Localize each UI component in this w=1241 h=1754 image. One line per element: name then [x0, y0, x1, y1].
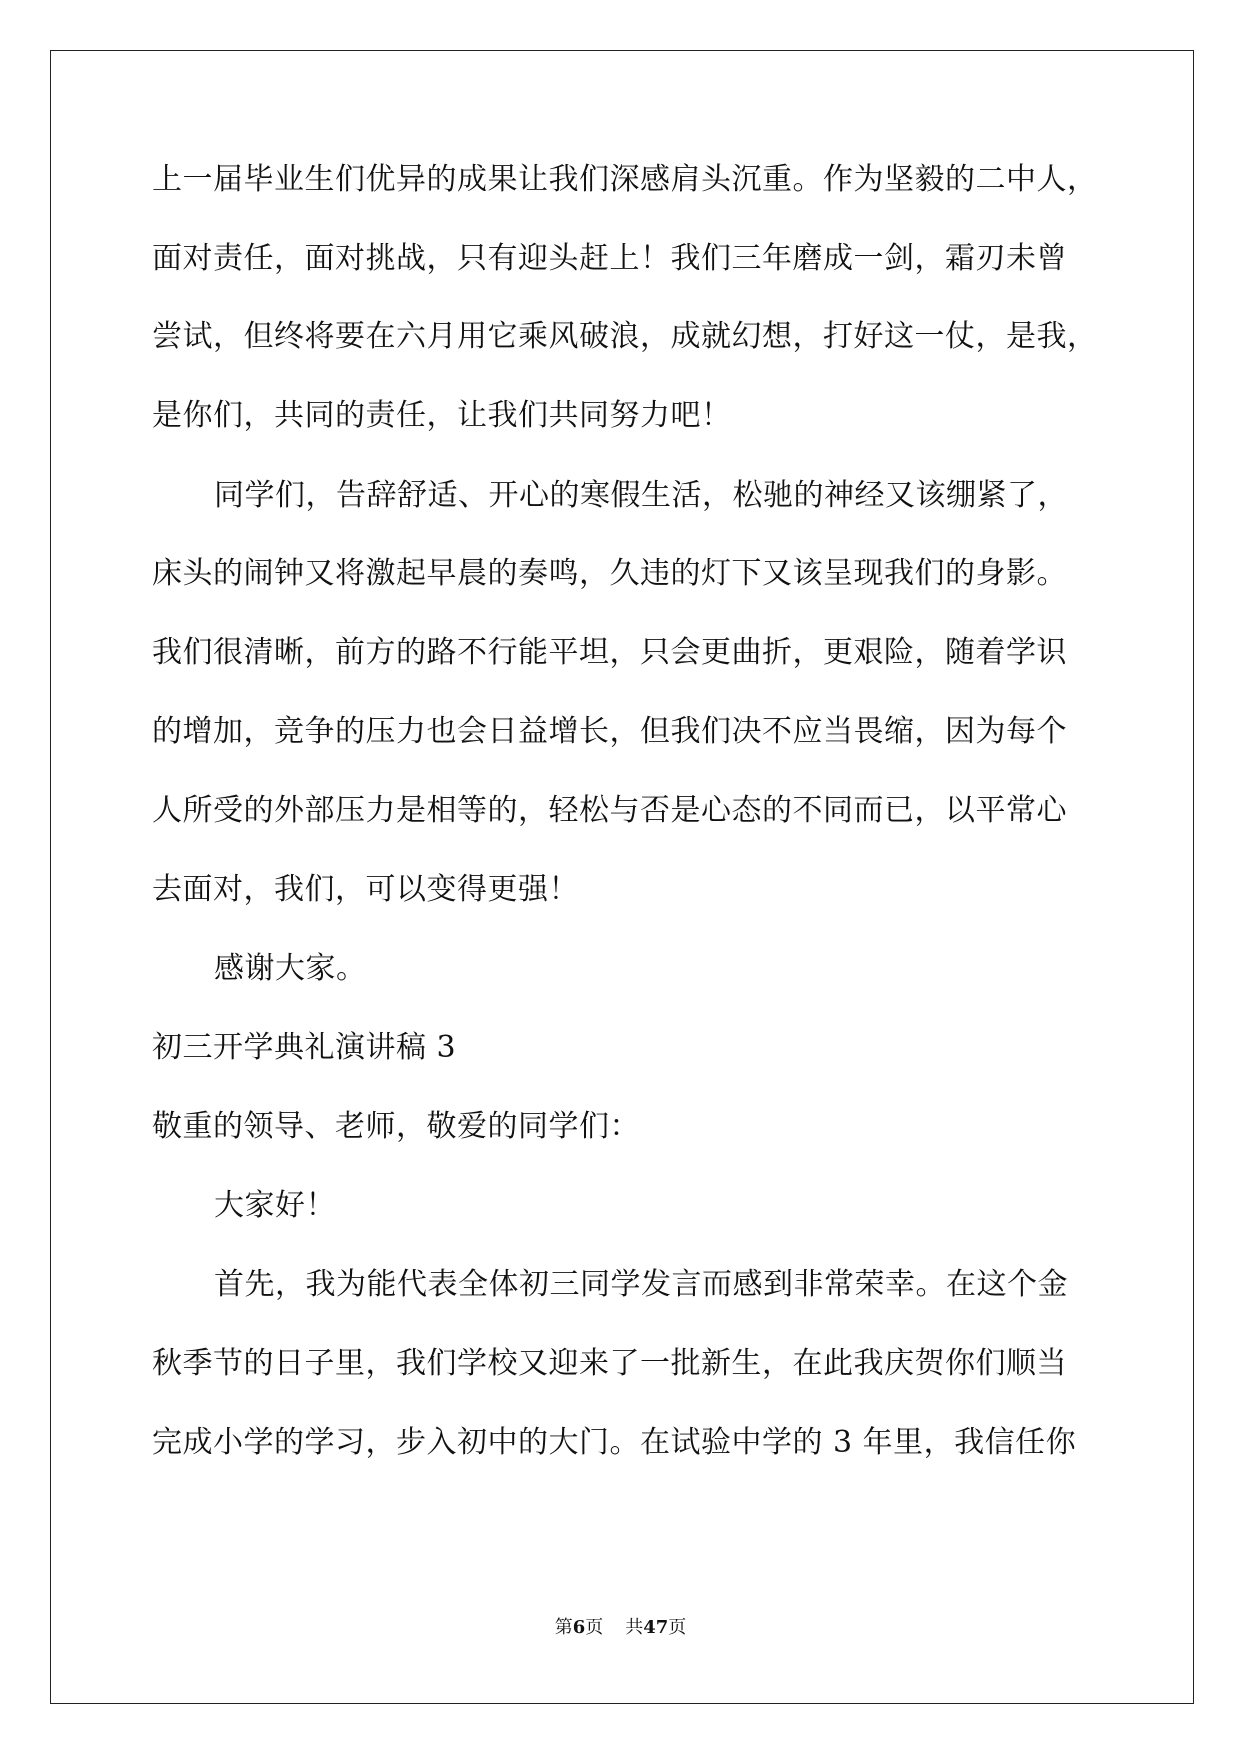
paragraph-line: 是你们，共同的责任，让我们共同努力吧！ — [152, 398, 732, 433]
salutation: 敬重的领导、老师，敬爱的同学们： — [152, 1109, 640, 1144]
page-current: 6 — [572, 1617, 586, 1638]
page-footer — [0, 1616, 1241, 1640]
greeting: 大家好！ — [214, 1188, 336, 1223]
paragraph-line: 人所受的外部压力是相等的，轻松与否是心态的不同而已，以平常心 — [152, 793, 1067, 828]
paragraph-line: 感谢大家。 — [214, 951, 367, 986]
paragraph-line: 完成小学的学习，步入初中的大门。在试验中学的 3 年里，我信任你 — [152, 1425, 1077, 1460]
total-prefix: 共 — [625, 1617, 644, 1638]
paragraph-line: 尝试，但终将要在六月用它乘风破浪，成就幻想，打好这一仗，是我， — [152, 319, 1098, 354]
paragraph-line: 的增加，竞争的压力也会日益增长，但我们决不应当畏缩，因为每个 — [152, 714, 1067, 749]
paragraph-line: 面对责任，面对挑战，只有迎头赶上！我们三年磨成一剑，霜刃未曾 — [152, 241, 1067, 276]
page-prefix: 第 — [554, 1617, 573, 1638]
total-suffix: 页 — [668, 1617, 687, 1638]
paragraph-line: 床头的闹钟又将激起早晨的奏鸣，久违的灯下又该呈现我们的身影。 — [152, 556, 1067, 591]
page-suffix: 页 — [585, 1617, 604, 1638]
section-title: 初三开学典礼演讲稿 3 — [152, 1030, 457, 1065]
paragraph-line: 秋季节的日子里，我们学校又迎来了一批新生，在此我庆贺你们顺当 — [152, 1346, 1067, 1381]
paragraph-line: 上一届毕业生们优异的成果让我们深感肩头沉重。作为坚毅的二中人， — [152, 162, 1098, 197]
page-total: 47 — [643, 1617, 669, 1638]
paragraph-line: 同学们，告辞舒适、开心的寒假生活，松驰的神经又该绷紧了， — [214, 478, 1068, 513]
paragraph-line: 我们很清晰，前方的路不行能平坦，只会更曲折，更艰险，随着学识 — [152, 635, 1067, 670]
paragraph-line: 去面对，我们，可以变得更强！ — [152, 872, 579, 907]
paragraph-line: 首先，我为能代表全体初三同学发言而感到非常荣幸。在这个金 — [214, 1267, 1068, 1302]
